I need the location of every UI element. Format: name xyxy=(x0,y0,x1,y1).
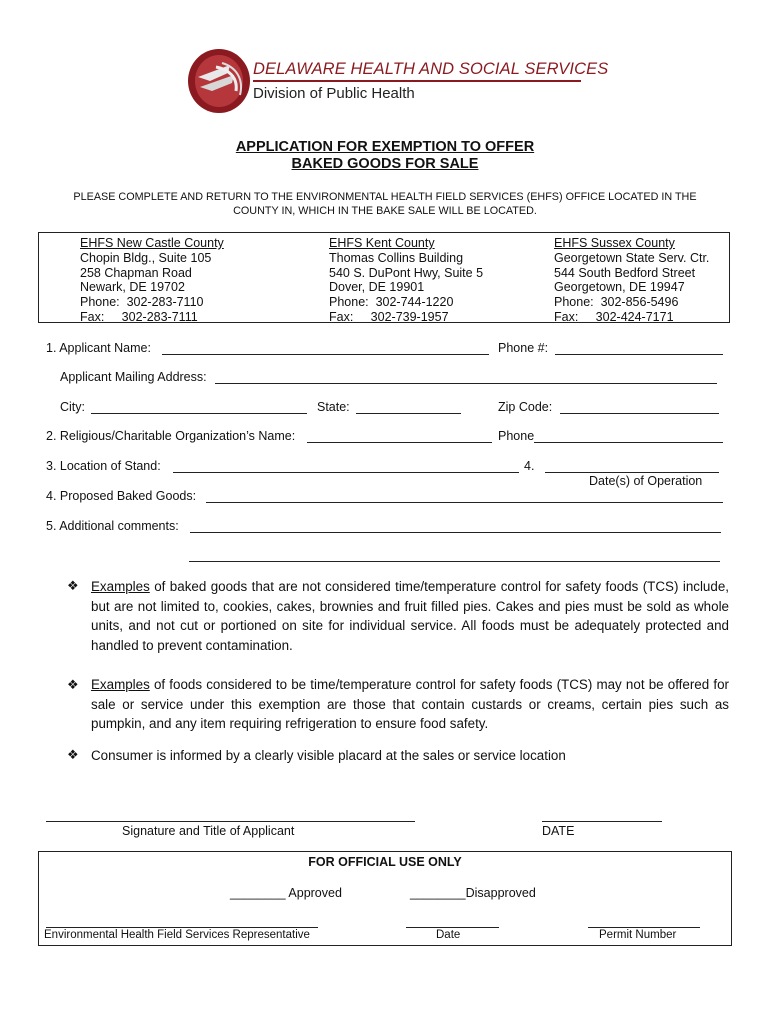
mailing-address-field[interactable] xyxy=(215,383,717,384)
state-label: State: xyxy=(317,400,350,414)
rep-field[interactable] xyxy=(46,927,318,928)
comments-label: 5. Additional comments: xyxy=(46,519,179,533)
office-city: Georgetown, DE 19947 xyxy=(554,280,685,295)
signature-date-field[interactable] xyxy=(542,821,662,822)
instructions-line-1: PLEASE COMPLETE AND RETURN TO THE ENVIRONMENTAL HEALTH FIELD SERVICES (EHFS) OFFICE LOCATED IN THE xyxy=(73,191,697,203)
note-text: of baked goods that are not considered time/temperature control for safety foods (TCS) include, but are not limited to, cookies, cakes, brownies and fruit filled pies. Cakes and pies must be sold as whole units, and not cut or portioned on site for individual service. All foods must be adequately protected and handled to prevent contamination. xyxy=(91,579,729,653)
official-heading: FOR OFFICIAL USE ONLY xyxy=(308,855,462,869)
title-line-1: APPLICATION FOR EXEMPTION TO OFFER xyxy=(235,139,535,155)
official-date-label: Date xyxy=(436,929,461,941)
office-city: Newark, DE 19702 xyxy=(80,280,185,295)
office-name: EHFS Kent County xyxy=(329,236,435,250)
location-field[interactable] xyxy=(173,472,519,473)
baked-goods-field[interactable] xyxy=(206,502,723,503)
note-text: Consumer is informed by a clearly visible placard at the sales or service location xyxy=(91,748,566,763)
office-address-2: 544 South Bedford Street xyxy=(554,265,696,280)
note-tcs-exempt xyxy=(91,577,729,655)
note-text: of foods considered to be time/temperature control for safety foods (TCS) may not be offered for sale or service under this exemption are those that contain custards or creams, certain pies such as pumpkin, and any item requiring refrigeration to ensure food safety. xyxy=(91,677,729,731)
org-name: DELAWARE HEALTH AND SOCIAL SERVICES xyxy=(253,60,609,78)
permit-field[interactable] xyxy=(588,927,700,928)
office-new-castle xyxy=(80,236,224,325)
zip-label: Zip Code: xyxy=(498,400,553,414)
city-label: City: xyxy=(60,400,85,414)
permit-label: Permit Number xyxy=(599,929,677,941)
baked-goods-label: 4. Proposed Baked Goods: xyxy=(46,489,197,503)
applicant-name-label: 1. Applicant Name: xyxy=(46,341,151,355)
dates-label: Date(s) of Operation xyxy=(589,474,703,488)
phone-label: Phone #: xyxy=(498,341,549,355)
applicant-name-field[interactable] xyxy=(162,354,489,355)
office-phone: Phone: 302-856-5496 xyxy=(554,295,679,310)
city-field[interactable] xyxy=(91,413,307,414)
office-city: Dover, DE 19901 xyxy=(329,280,425,295)
title-line-2: BAKED GOODS FOR SALE xyxy=(291,156,479,172)
office-fax: Fax: 302-283-7111 xyxy=(80,309,198,324)
office-address-2: 540 S. DuPont Hwy, Suite 5 xyxy=(329,265,484,280)
zip-field[interactable] xyxy=(560,413,719,414)
location-label: 3. Location of Stand: xyxy=(46,459,161,473)
division-name: Division of Public Health xyxy=(253,85,415,102)
comments-field-2[interactable] xyxy=(189,561,720,562)
office-name: EHFS Sussex County xyxy=(554,236,675,250)
disapproved-label[interactable]: ________Disapproved xyxy=(410,886,536,900)
office-fax: Fax: 302-424-7171 xyxy=(554,309,674,324)
office-kent xyxy=(329,236,483,325)
signature-label: Signature and Title of Applicant xyxy=(122,824,295,838)
dhss-logo xyxy=(186,47,252,115)
instructions-line-2: COUNTY IN, WHICH IN THE BAKE SALE WILL BE LOCATED. xyxy=(233,205,537,217)
office-address-1: Chopin Bldg., Suite 105 xyxy=(80,250,212,265)
office-sussex xyxy=(554,236,709,325)
organization-field[interactable] xyxy=(307,442,492,443)
official-date-field[interactable] xyxy=(406,927,499,928)
org-phone-label: Phone xyxy=(498,429,535,443)
note-tcs-foods xyxy=(91,675,729,734)
office-phone: Phone: 302-283-7110 xyxy=(80,295,204,310)
note-placard xyxy=(91,746,729,766)
diamond-bullet-icon: ❖ xyxy=(67,677,79,692)
rep-label: Environmental Health Field Services Representative xyxy=(44,929,310,941)
logo-rule xyxy=(253,80,581,82)
diamond-bullet-icon: ❖ xyxy=(67,747,79,762)
comments-field-1[interactable] xyxy=(190,532,721,533)
office-phone: Phone: 302-744-1220 xyxy=(329,295,454,310)
note-lead: Examples xyxy=(91,579,150,594)
state-field[interactable] xyxy=(356,413,461,414)
office-name: EHFS New Castle County xyxy=(80,236,224,250)
office-address-1: Thomas Collins Building xyxy=(329,250,464,265)
signature-date-label: DATE xyxy=(542,824,575,838)
office-address-1: Georgetown State Serv. Ctr. xyxy=(554,250,710,265)
org-phone-field[interactable] xyxy=(534,442,723,443)
dates-field[interactable] xyxy=(545,472,719,473)
office-address-2: 258 Chapman Road xyxy=(80,265,192,280)
mailing-address-label: Applicant Mailing Address: xyxy=(60,370,207,384)
phone-field[interactable] xyxy=(555,354,723,355)
organization-label: 2. Religious/Charitable Organization’s Name: xyxy=(46,429,296,443)
approved-label[interactable]: ________ Approved xyxy=(230,886,342,900)
signature-field[interactable] xyxy=(46,821,415,822)
diamond-bullet-icon: ❖ xyxy=(67,578,79,593)
office-fax: Fax: 302-739-1957 xyxy=(329,309,449,324)
note-lead: Examples xyxy=(91,677,150,692)
item-4-label: 4. xyxy=(524,459,535,473)
